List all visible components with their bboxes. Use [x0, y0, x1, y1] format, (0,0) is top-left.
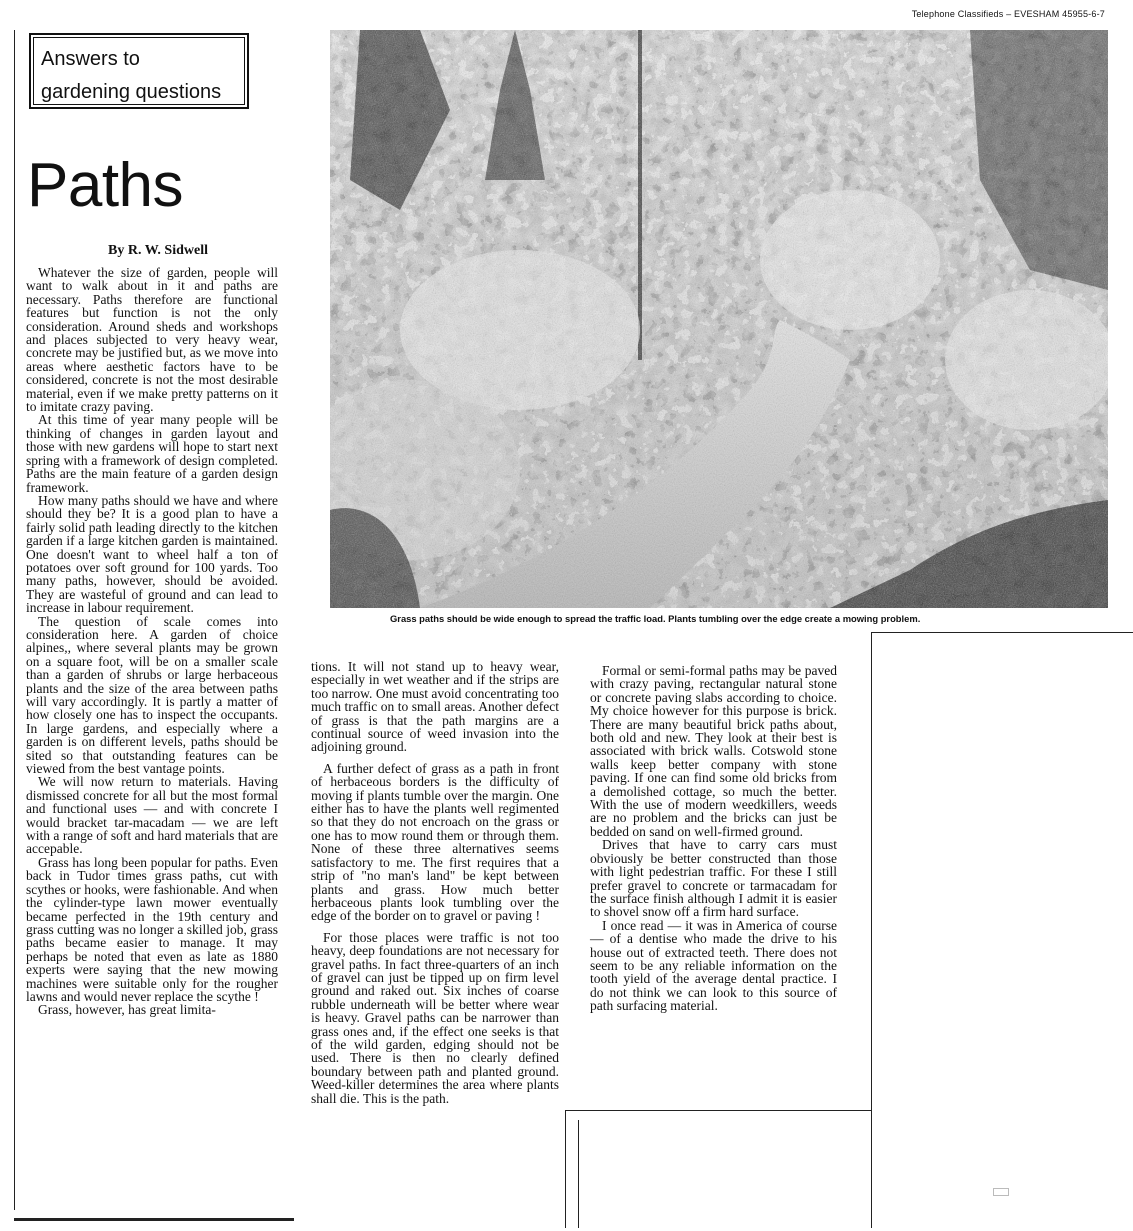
paragraph: tions. It will not stand up to heavy wear, especially in wet weather and if the strips are too narrow. One must avoid concentrating too much traffic on to small areas. Another defect of grass is that the path margins are a continual source of weed invasion into the adjoining ground.: [311, 659, 559, 755]
paragraph: For those places were traffic is not too heavy, deep foundations are not necessary for gravel paths. In fact three-quarters of an inch of gravel can just be tipped up on firm level ground and raked out. Six inches of coarse rubble underneath will be better where wear is heavy. Gravel paths can be narrower than grass ones and, if the effect one seeks is that of the wild garden, edging should not be used. There is then no clearly defined boundary between path and planted ground. Weed-killer determines the area where plants shall die. This is the path.: [311, 929, 559, 1106]
lower-left-rule: [14, 1218, 294, 1231]
article-column-2: [311, 660, 559, 1105]
article-headline: Paths: [27, 151, 184, 220]
photo-caption: Grass paths should be wide enough to spread the traffic load. Plants tumbling over the edge create a mowing problem.: [390, 613, 921, 624]
scan-mark: [993, 1188, 1009, 1196]
paragraph: We will now return to materials. Having dismissed concrete for all but the most formal and functional uses — and with concrete I would bracket tar-macadam — we are left with a range of soft and hard materials that are accepable.: [26, 774, 278, 857]
paragraph: How many paths should we have and where should they be? It is a good plan to have a fairly solid path leading directly to the kitchen garden if a large kitchen garden is maintained. One doesn't want to wheel half a ton of potatoes over soft ground for 100 yards. Too many paths, however, should be avoided. They are wasteful of ground and can lead to increase in labour requirement.: [26, 492, 278, 616]
paragraph: Grass, however, has great limita-: [38, 1002, 216, 1018]
paragraph: Formal or semi-formal paths may be paved with crazy paving, rectangular natural stone or concrete paving slabs according to choice. My choice however for this purpose is brick. There are many beautiful brick paths about, both old and new. They look at their best is associated with brick walls. Cotswold stone walls keep better company with stone paving. If one can find some old bricks from a demolished cottage, so much the better. With the use of modern weedkillers, weeds are no problem and the bricks can just be bedded on sand on well-firmed ground.: [590, 663, 837, 839]
paragraph: Drives that have to carry cars must obviously be better constructed than those with light pedestrian traffic. For these I still prefer gravel to concrete or tarmacadam for the surface finish although I admit it is easier to shovel snow off a firm hard surface.: [590, 837, 837, 920]
article-column-3: [590, 664, 837, 1013]
section-header-line-1: Answers to: [41, 48, 140, 70]
paragraph: At this time of year many people will be thinking of changes in garden layout and those with new gardens will hope to start next spring with a framework of design completed. Paths are the main feature of a garden design framework.: [26, 412, 278, 495]
paragraph: I once read — it was in America of course — of a dentise who made the drive to his house out of extracted teeth. There does not seem to be any reliable information on the tooth yield of the average dental practice. I do not think we can look to this source of path surfacing material.: [590, 917, 837, 1014]
paragraph: A further defect of grass as a path in front of herbaceous borders is the difficulty of moving if plants tumble over the margin. One either has to have the plants well regimented so that they do not encroach on the grass or one has to mow round them or through them. None of these three alternatives seems satisfactory to me. The first requires that a strip of "no man's land" be kept between plants and grass. How much better herbaceous plants look tumbling over the edge of the border on to gravel or paving !: [311, 760, 559, 924]
paragraph: Whatever the size of garden, people will want to walk about in it and paths are necessary. Paths therefore are functional features but function is not the only consideration. Around sheds and workshops and places subjected to very heavy wear, concrete may be justified but, as we move into areas where aesthetic factors have to be considered, concrete is not the most desirable material, even if we make pretty patterns on it to imitate crazy paving.: [26, 265, 278, 415]
lower-frame: [565, 1110, 871, 1228]
section-header-line-2: gardening questions: [41, 81, 222, 103]
article-column-1: [26, 266, 278, 1017]
lower-frame-inner-rule: [578, 1120, 579, 1228]
garden-path-photograph: [330, 30, 1108, 608]
article-byline: By R. W. Sidwell: [108, 243, 208, 258]
paragraph: Grass has long been popular for paths. Even back in Tudor times grass paths, cut with scythes or hooks, were fashionable. And when the cylinder-type lawn mower eventually became perfected in the 19th century and grass cutting was no longer a skilled job, grass paths became easier to manage. It may perhaps be noted that even as late as 1880 experts were saying that the new mowing machines were suitable only for the rougher lawns and would never replace the scythe !: [26, 854, 278, 1004]
section-header-box: [29, 33, 249, 109]
telephone-classifieds-note: Telephone Classifieds – EVESHAM 45955-6-7: [911, 9, 1105, 19]
adjacent-column-frame: [871, 632, 1133, 1228]
left-margin-rule: [14, 30, 15, 1210]
paragraph: The question of scale comes into consideration here. A garden of choice alpines,, where several plants may be grown on a square foot, will be on a smaller scale than a garden of shrubs or large herbaceous plants and the size of the area between paths will vary accordingly. It is partly a matter of how closely one has to inspect the occupants. In large gardens, and especially where a garden is on different levels, paths should be sited so that outstanding features can be viewed from the best vantage points.: [26, 613, 278, 777]
